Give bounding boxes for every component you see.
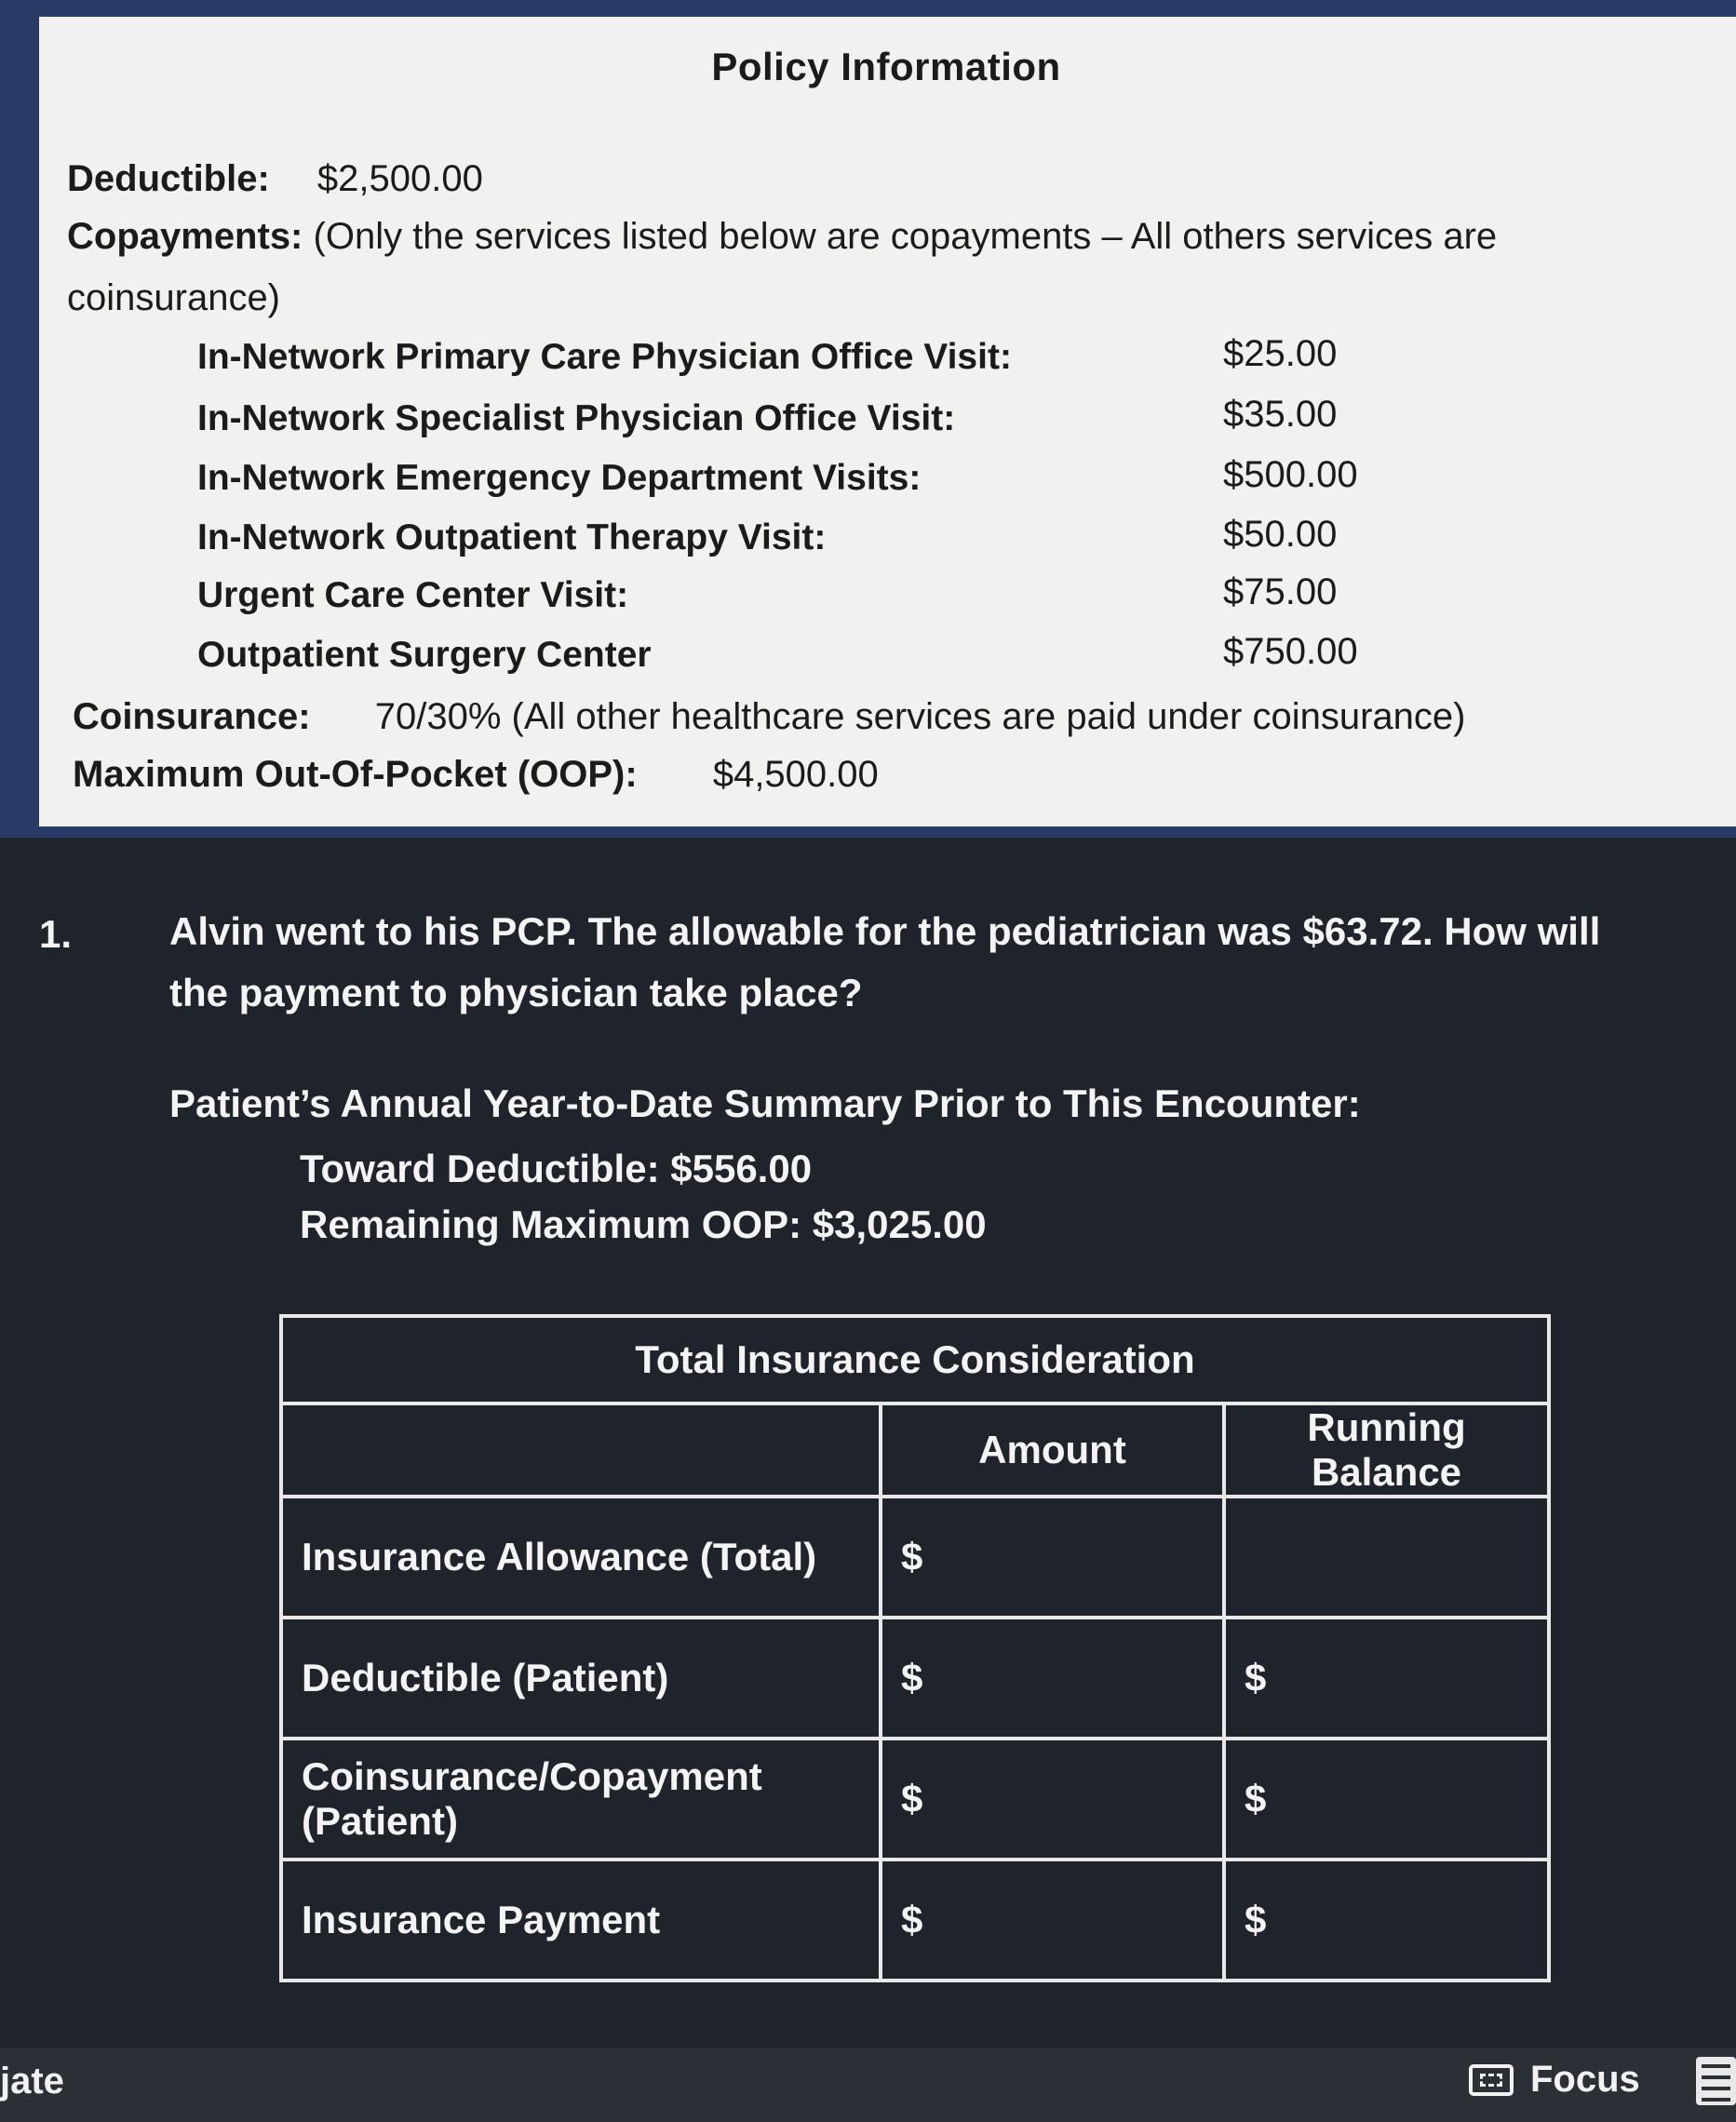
table-row bbox=[281, 1739, 1549, 1860]
copayments-line bbox=[67, 216, 1497, 258]
service-amount: $750.00 bbox=[1223, 631, 1358, 672]
table-title-row bbox=[281, 1316, 1549, 1403]
service-amount: $25.00 bbox=[1223, 333, 1338, 374]
service-amount: $35.00 bbox=[1223, 394, 1338, 435]
service-label: In-Network Outpatient Therapy Visit: bbox=[197, 517, 827, 557]
running-balance-cell[interactable]: $ bbox=[1224, 1739, 1549, 1860]
table-header-row bbox=[281, 1403, 1549, 1497]
column-header-label bbox=[281, 1403, 881, 1497]
max-oop-line bbox=[73, 754, 879, 796]
coinsurance-line bbox=[73, 696, 1466, 738]
focus-label: Focus bbox=[1530, 2059, 1640, 2100]
row-label: Coinsurance/Copayment (Patient) bbox=[281, 1739, 881, 1860]
amount-cell[interactable]: $ bbox=[881, 1497, 1224, 1618]
status-bar bbox=[0, 2048, 1736, 2122]
service-label: Outpatient Surgery Center bbox=[197, 635, 652, 675]
policy-information-card bbox=[39, 17, 1736, 826]
status-bar-left-text: jate bbox=[0, 2061, 64, 2102]
table-title: Total Insurance Consideration bbox=[281, 1316, 1549, 1403]
column-header-running-balance: Running Balance bbox=[1224, 1403, 1549, 1497]
running-balance-cell[interactable]: $ bbox=[1224, 1618, 1549, 1739]
deductible-label: Deductible: bbox=[67, 158, 270, 199]
service-label: In-Network Primary Care Physician Office Visit: bbox=[197, 337, 1012, 377]
service-amount: $50.00 bbox=[1223, 514, 1338, 555]
table-row bbox=[281, 1860, 1549, 1981]
service-label: Urgent Care Center Visit: bbox=[197, 575, 629, 615]
copayments-label: Copayments: bbox=[67, 216, 303, 257]
service-label: In-Network Emergency Department Visits: bbox=[197, 458, 922, 498]
running-balance-cell[interactable]: $ bbox=[1224, 1860, 1549, 1981]
insurance-consideration-table bbox=[279, 1314, 1551, 1982]
coinsurance-value: 70/30% (All other healthcare services are paid under coinsurance) bbox=[374, 696, 1466, 737]
focus-mode-button[interactable] bbox=[1469, 2059, 1640, 2101]
toward-deductible: Toward Deductible: $556.00 bbox=[300, 1147, 813, 1190]
amount-cell[interactable]: $ bbox=[881, 1618, 1224, 1739]
service-amount: $500.00 bbox=[1223, 454, 1358, 495]
max-oop-label: Maximum Out-Of-Pocket (OOP): bbox=[73, 754, 638, 795]
policy-title: Policy Information bbox=[711, 45, 1061, 88]
copayments-note: (Only the services listed below are copayments – All others services are bbox=[313, 216, 1498, 257]
running-balance-cell[interactable] bbox=[1224, 1497, 1549, 1618]
coinsurance-label: Coinsurance: bbox=[73, 696, 311, 737]
deductible-line bbox=[67, 158, 483, 200]
question-text: Alvin went to his PCP. The allowable for the pediatrician was $63.72. How will the payment to physician take place? bbox=[169, 909, 1601, 1014]
remaining-max-oop: Remaining Maximum OOP: $3,025.00 bbox=[300, 1202, 987, 1246]
max-oop-value: $4,500.00 bbox=[712, 754, 879, 795]
ytd-summary-heading: Patient’s Annual Year-to-Date Summary Prior to This Encounter: bbox=[169, 1081, 1361, 1125]
question-number: 1. bbox=[39, 912, 73, 956]
row-label: Insurance Allowance (Total) bbox=[281, 1497, 881, 1618]
read-mode-view-icon[interactable] bbox=[1696, 2057, 1736, 2105]
column-header-amount: Amount bbox=[881, 1403, 1224, 1497]
row-label: Insurance Payment bbox=[281, 1860, 881, 1981]
row-label: Deductible (Patient) bbox=[281, 1618, 881, 1739]
focus-icon bbox=[1469, 2064, 1514, 2096]
table-row bbox=[281, 1618, 1549, 1739]
deductible-value: $2,500.00 bbox=[316, 158, 483, 199]
service-label: In-Network Specialist Physician Office Visit: bbox=[197, 398, 956, 438]
amount-cell[interactable]: $ bbox=[881, 1739, 1224, 1860]
copayments-note-continued: coinsurance) bbox=[67, 277, 281, 318]
service-amount: $75.00 bbox=[1223, 571, 1338, 612]
table-row bbox=[281, 1497, 1549, 1618]
amount-cell[interactable]: $ bbox=[881, 1860, 1224, 1981]
